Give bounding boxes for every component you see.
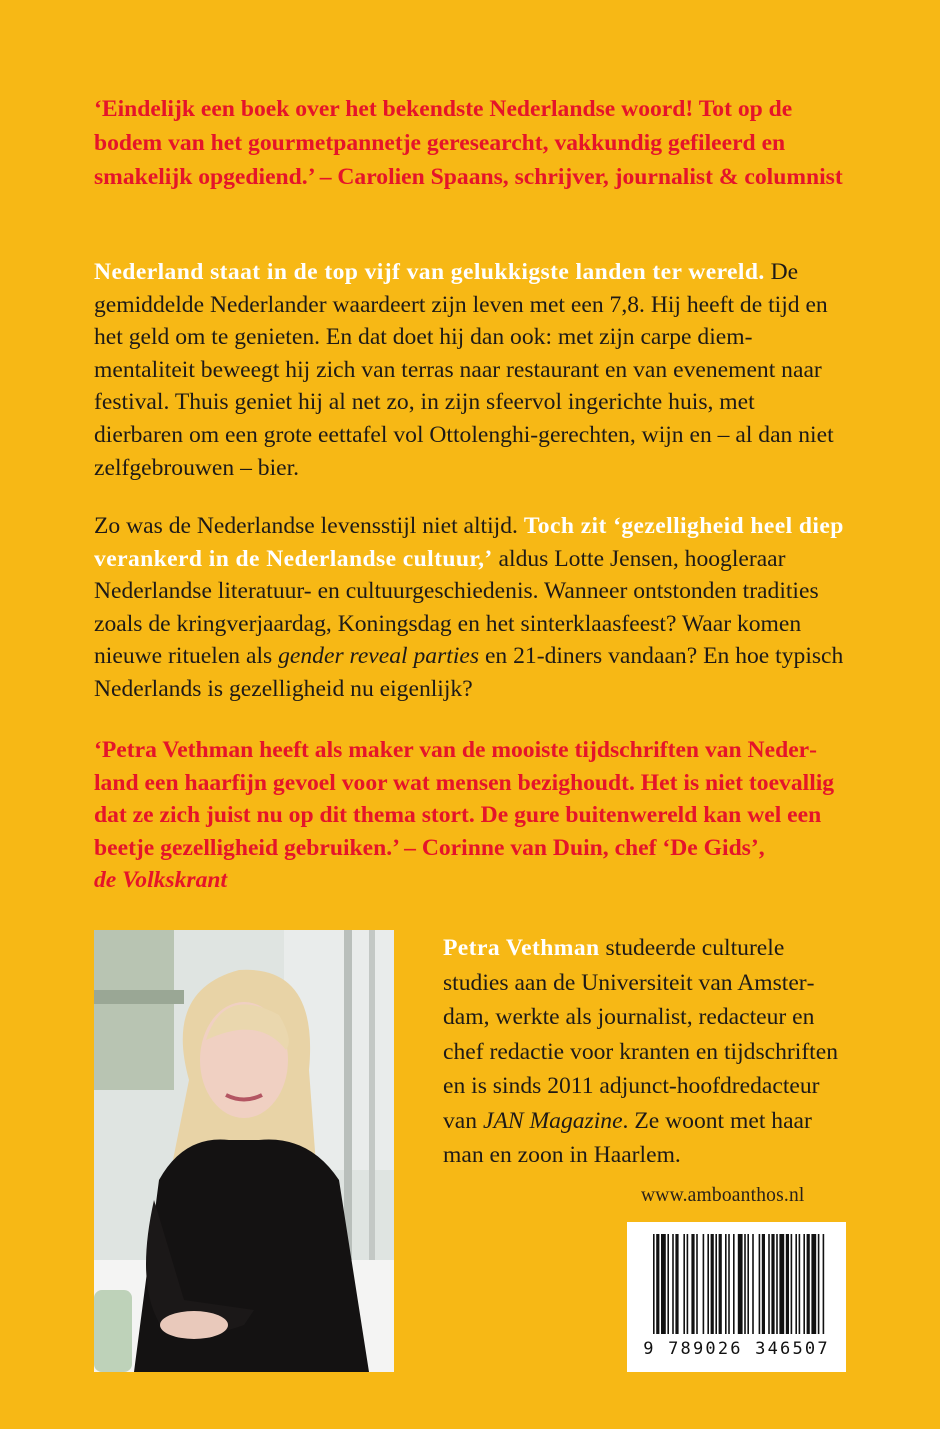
intro-body: De gemiddelde Nederlander waardeert zijn leven met een 7,8. Hij heeft de tijd en het geld om te genieten. En dat doet hij dan ook: met zijn carpe diem-mentaliteit beweegt hij zich van terras naar restaurant en van evenement naar festival. Thuis geniet hij al net zo, in zijn sfeervol ingerichte huis, met dierbaren om een grote eettafel vol Ottolenghi-gerechten, wijn en – al dan niet zelfgebrouwen – bier.: [94, 259, 834, 481]
isbn-barcode: [627, 1222, 846, 1372]
barcode-bar: [687, 1234, 689, 1334]
intro-highlight: Nederland staat in de top vijf van gelukkigste landen ter wereld.: [94, 259, 765, 285]
author-name: Petra Vethman: [443, 935, 600, 961]
second-paragraph-intro: Zo was de Nederlandse levensstijl niet altijd.: [94, 513, 524, 539]
author-photo-illustration: [94, 930, 394, 1372]
barcode-bar: [703, 1234, 705, 1334]
barcode-bar: [747, 1234, 749, 1334]
barcode-bar: [653, 1234, 655, 1334]
barcode-bar: [803, 1234, 805, 1334]
bottom-review-quote-source: de Volkskrant: [94, 867, 228, 894]
barcode-bar: [667, 1234, 669, 1334]
barcode-bar: [719, 1234, 722, 1334]
bottom-review-quote-text: ‘Petra Vethman heeft als maker van de mooiste tijdschriften van Nederland een haarfijn gevoel voor wat mensen bezighoudt. Het is niet toevallig dat ze zich juist nu op dit thema stort. De gure buitenwereld kan wel een beetje gezelligheid gebruiken.’ – Corinne van Duin, chef ‘De Gids’,: [94, 737, 835, 861]
intro-paragraph: [94, 256, 846, 484]
barcode-bar: [786, 1234, 789, 1334]
author-photo: [94, 930, 394, 1372]
barcode-bar: [733, 1234, 735, 1334]
barcode-bar: [744, 1234, 746, 1334]
barcode-bar: [795, 1234, 797, 1334]
barcode-bar: [768, 1234, 770, 1334]
barcode-bar: [752, 1234, 754, 1334]
barcode-bar: [823, 1234, 825, 1334]
second-paragraph-body-b: en 21-diners vandaan? En hoe typisch Nederlands is gezelligheid nu eigenlijk?: [94, 643, 844, 702]
barcode-bar: [656, 1234, 659, 1334]
barcode-bar: [728, 1234, 730, 1334]
barcode-bar: [759, 1234, 761, 1334]
barcode-bar: [762, 1234, 765, 1334]
barcode-bar: [707, 1234, 709, 1334]
barcode-bar: [807, 1234, 810, 1334]
barcode-bar: [771, 1234, 774, 1334]
barcode-bar: [776, 1234, 778, 1334]
barcode-bar: [715, 1234, 717, 1334]
second-paragraph-highlight: Toch zit ‘gezelligheid heel diep verankerd in de Nederlandse cultuur,’: [94, 513, 844, 572]
barcode-bar: [661, 1234, 666, 1334]
barcode-bar: [779, 1234, 784, 1334]
second-paragraph: [94, 510, 846, 706]
barcode-bar: [675, 1234, 678, 1334]
author-bio-body-b: . Ze woont met haar man en zoon in Haarlem.: [443, 1107, 812, 1168]
barcode-bar: [818, 1234, 820, 1334]
barcode-bar: [691, 1234, 694, 1334]
barcode-bar: [711, 1234, 714, 1334]
barcode-bar: [725, 1234, 727, 1334]
barcode-bar: [672, 1234, 674, 1334]
barcode-bars: [627, 1222, 846, 1339]
barcode-bar: [799, 1234, 801, 1334]
barcode-bar: [811, 1234, 816, 1334]
author-bio-magazine: JAN Magazine: [482, 1107, 623, 1134]
author-bio-body-a: studeerde culturele studies aan de Universiteit van Amsterdam, werkte als journalist, redacteur en chef redactie voor kranten en tijdschriften en is sinds 2011 adjunct-hoofdredacteur van: [443, 935, 839, 1134]
barcode-bar: [738, 1234, 743, 1334]
barcode-bar: [791, 1234, 793, 1334]
top-review-quote-text: ‘Eindelijk een boek over het bekendste Nederlandse woord! Tot op de bodem van het gourmetpannetje geresearcht, vakkundig gefileerd en smakelijk opgediend.’ – Carolien Spaans, schrijver, journalist & columnist: [94, 96, 843, 191]
top-review-quote: [94, 92, 846, 195]
second-paragraph-body-a: aldus Lotte Jensen, hoogleraar Nederlandse literatuur- en cultuurgeschiedenis. Wanneer ontstonden tradities zoals de kringverjaardag, Koningsdag en het sinterklaasfeest? Waar komen nieuwe rituelen als: [94, 545, 819, 670]
barcode-bar: [683, 1234, 685, 1334]
publisher-website[interactable]: www.amboanthos.nl: [641, 1185, 805, 1206]
barcode-bar: [696, 1234, 698, 1334]
second-paragraph-italic: gender reveal parties: [278, 643, 480, 670]
bottom-review-quote: [94, 734, 846, 897]
isbn-digits: 9 789026 346507: [643, 1339, 830, 1359]
author-bio: [443, 931, 847, 1173]
